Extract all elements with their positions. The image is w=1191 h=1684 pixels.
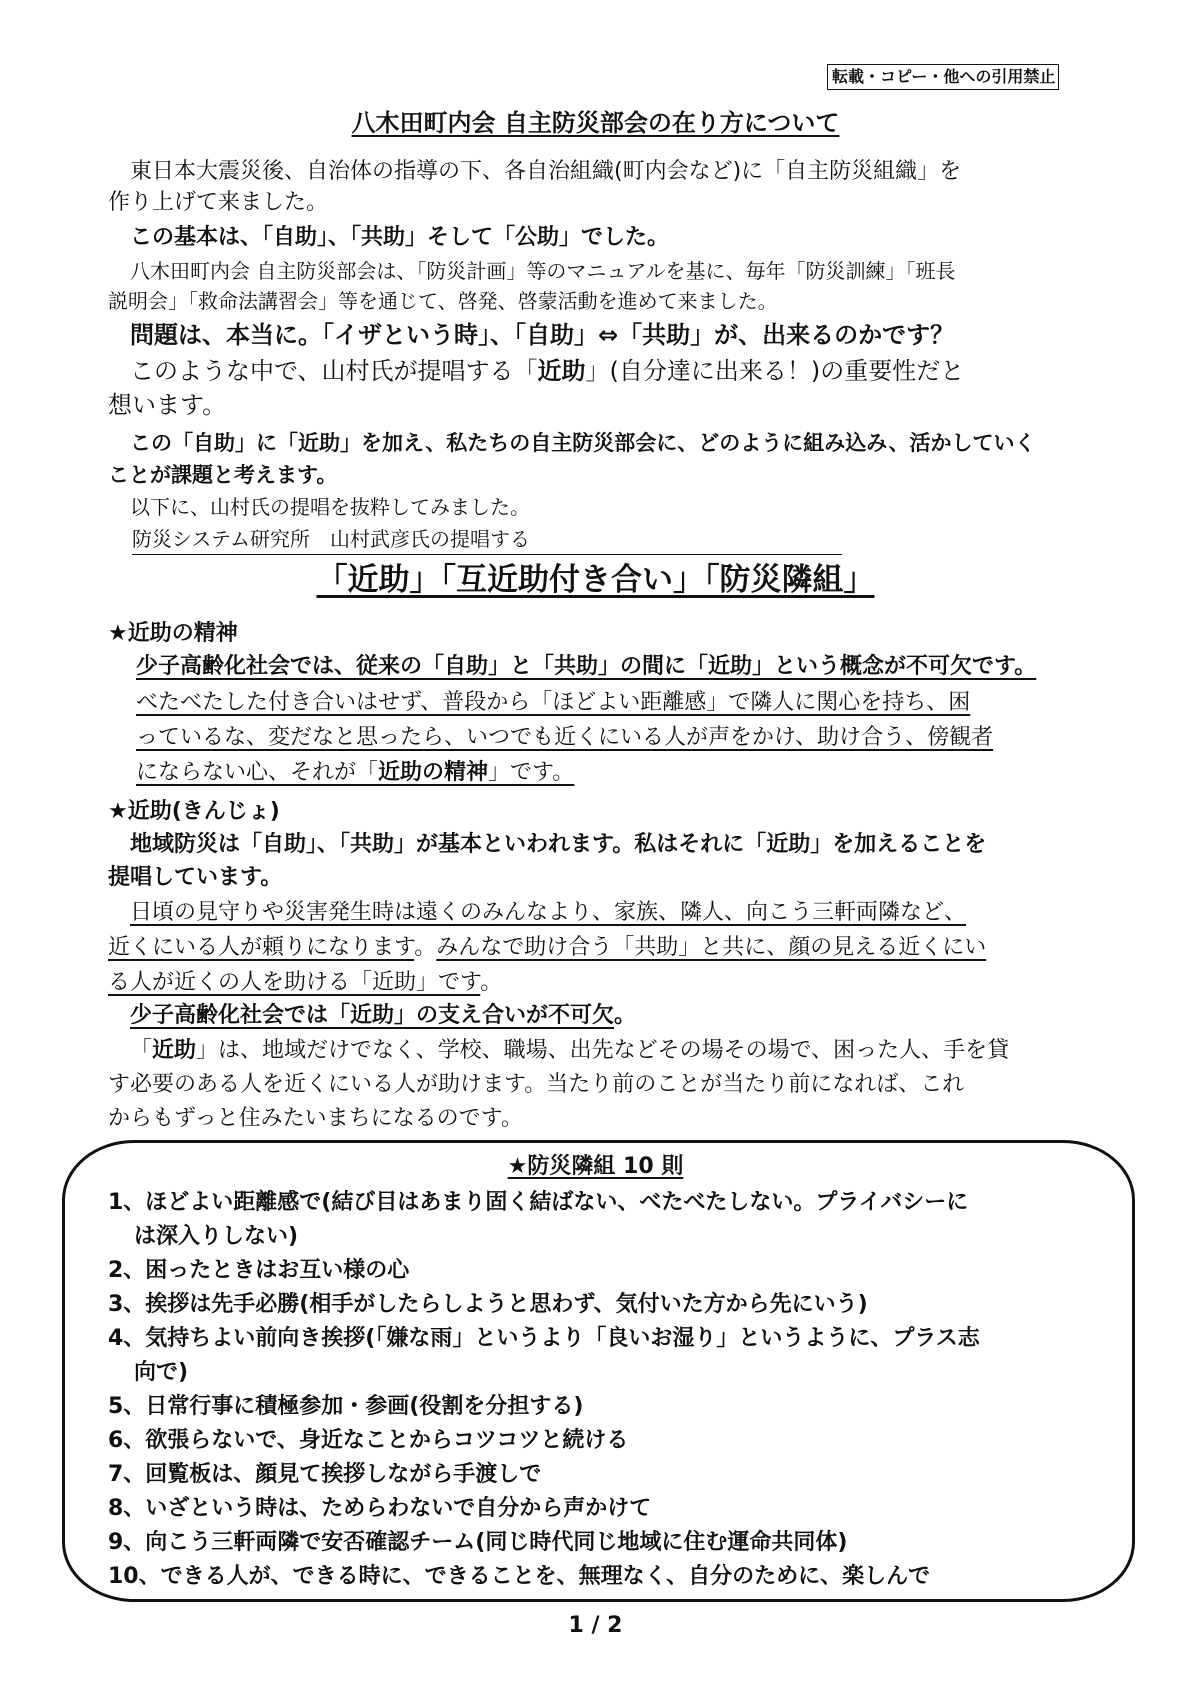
section2-p3-text: 少子高齢化社会では「近助」の支え合いが不可欠 (130, 1003, 615, 1028)
section1-line3-post: 」です。 (488, 760, 575, 785)
rule-item-10: 10、できる人が、できる時に、できることを、無理なく、自分のために、楽しんで (108, 1564, 931, 1589)
section1-line3 (108, 757, 574, 788)
section-subtitle (0, 560, 1191, 600)
rules-list (108, 1186, 1108, 1594)
section2-p2-line2b: 。 (414, 935, 437, 960)
copy-prohibited-notice: 転載・コピー・他への引用禁止 (827, 64, 1059, 90)
section2-p1-line2: 提唱しています。 (108, 865, 283, 890)
document-title-text: 八木田町内会 自主防災部会の在り方について (351, 109, 840, 137)
section2-p4-line1 (108, 1035, 1009, 1066)
section2-p4-line2: す必要のある人を近くにいる人が助けます。当たり前のことが当たり前になれば、これ (108, 1072, 965, 1097)
source-attribution: 防災システム研究所 山村武彦氏の提唱する (132, 524, 842, 555)
rule-item-8: 8、いざという時は、ためらわないで自分から声かけて (108, 1496, 652, 1521)
section2-p2-line2a: 近くにいる人が頼りになります (108, 935, 415, 960)
rule-item-4: 4、気持ちよい前向き挨拶(「嫌な雨」というより「良いお湿り」というように、プラス志 (108, 1326, 980, 1351)
rules-title (0, 1152, 1191, 1182)
intro-p6-line2: ことが課題と考えます。 (108, 463, 338, 487)
section2-p1-line1: 地域防災は「自助」、「共助」が基本といわれます。私はそれに「近助」を加えることを (130, 832, 987, 857)
rule-item-9: 9、向こう三軒両隣で安否確認チーム(同じ時代同じ地域に住む運命共同体) (108, 1530, 848, 1555)
section2-p2-line3 (108, 967, 502, 998)
rule-item-6: 6、欲張らないで、身近なことからコツコツと続ける (108, 1428, 629, 1453)
section2-p4-pre: 「 (130, 1038, 153, 1063)
section2-heading: ★近助(きんじょ) (108, 799, 280, 824)
section2-p4-bold: 近助 (152, 1038, 197, 1063)
section2-p2-line2 (108, 932, 986, 963)
section2-p4-line3: からもずっと住みたいまちになるのです。 (108, 1106, 523, 1131)
intro-p5-text-post: 」(自分達に出来る！)の重要性だと (585, 357, 965, 385)
section2-p2-line1 (108, 897, 966, 928)
intro-p1-line1: 東日本大震災後、自治体の指導の下、各自治組織(町内会など)に「自主防災組織」を (130, 159, 962, 184)
rule-item-3: 3、挨拶は先手必勝(相手がしたらしようと思わず、気付いた方から先にいう) (108, 1292, 868, 1317)
section2-p2-line1-text: 日頃の見守りや災害発生時は遠くのみんなより、家族、隣人、向こう三軒両隣など、 (130, 900, 967, 925)
intro-p3-line2: 説明会」「救命法講習会」等を通じて、啓発、啓蒙活動を進めて来ました。 (108, 289, 778, 313)
rule-item-7: 7、回覧板は、顔見て挨拶しながら手渡しで (108, 1462, 542, 1487)
section1-line2: っているな、変だなと思ったら、いつでも近くにいる人が声をかけ、助け合う、傍観者 (136, 725, 994, 750)
intro-p2: この基本は、「自助」、「共助」そして「公助」でした。 (130, 225, 670, 250)
intro-p5-line2: 想います。 (108, 391, 227, 419)
intro-p4: 問題は、本当に。「イザという時」、「自助」⇔「共助」が、出来るのかです？ (130, 321, 955, 349)
rule-item-2: 2、困ったときはお互い様の心 (108, 1258, 410, 1283)
section2-p4-post: 」は、地域だけでなく、学校、職場、出先などその場その場で、困った人、手を貸 (196, 1038, 1010, 1063)
rules-title-text: ★防災隣組 10 則 (507, 1154, 684, 1179)
section-subtitle-text: 「近助」「互近助付き合い」「防災隣組」 (316, 562, 875, 598)
section2-p3-end: 。 (614, 1003, 637, 1028)
section1-line1: べたべたした付き合いはせず、普段から「ほどよい距離感」で隣人に関心を持ち、困 (136, 690, 971, 715)
rule-item-1: 1、ほどよい距離感で(結び目はあまり固く結ばない、べたべたしない。プライバシーに (108, 1190, 969, 1215)
document-title (0, 108, 1191, 138)
section1-heading: ★近助の精神 (108, 621, 238, 646)
section2-p2-line2c: みんなで助け合う「共助」と共に、顔の見える近くにい (436, 935, 987, 960)
intro-p5-text: このような中で、山村氏が提唱する「 (130, 357, 538, 385)
section1-line3-text: にならない心、それが「 (136, 760, 379, 785)
intro-p5-line1 (108, 356, 964, 387)
rule-item-1-cont: は深入りしない) (134, 1224, 299, 1249)
rule-item-5: 5、日常行事に積極参加・参画(役割を分担する) (108, 1394, 584, 1419)
section2-p2-line3-end: 。 (480, 970, 503, 995)
intro-p6-line1: この「自助」に「近助」を加え、私たちの自主防災部会に、どのように組み込み、活かしていく (130, 431, 1036, 455)
section1-line3-bold: 近助の精神 (378, 760, 489, 785)
intro-p1-line2: 作り上げて来ました。 (108, 190, 329, 215)
intro-p7: 以下に、山村氏の提唱を抜粋してみました。 (130, 495, 530, 519)
rule-item-4-cont: 向で) (134, 1360, 189, 1385)
page-number: 1 / 2 (568, 1613, 623, 1638)
section2-p2-line3-text: る人が近くの人を助ける「近助」です (108, 970, 481, 995)
section1-lead: 少子高齢化社会では、従来の「自助」と「共助」の間に「近助」という概念が不可欠です。 (136, 654, 1037, 679)
intro-p3-line1: 八木田町内会 自主防災部会は、「防災計画」等のマニュアルを基に、毎年「防災訓練」「班長 (130, 259, 956, 283)
intro-p5-bold: 近助 (537, 357, 586, 385)
section2-p3 (108, 1000, 636, 1031)
